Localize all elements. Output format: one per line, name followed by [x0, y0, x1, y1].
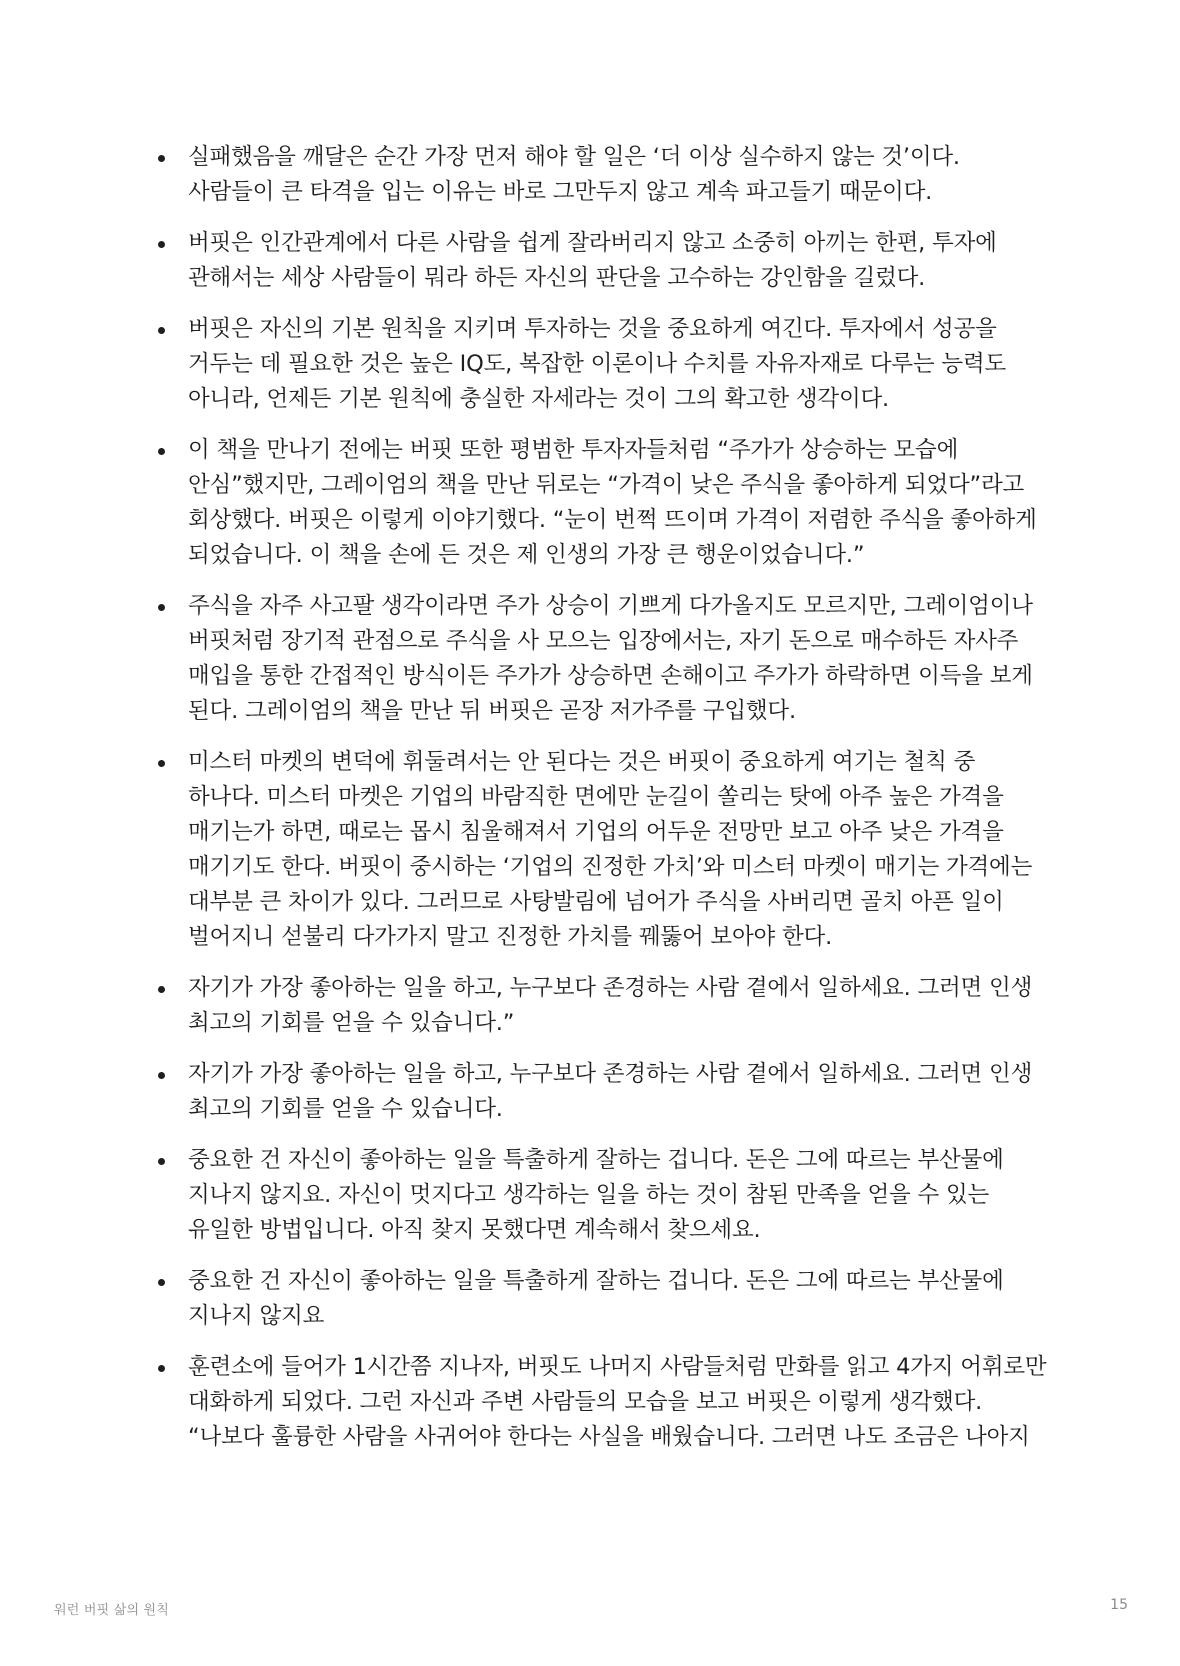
list-item	[158, 971, 1048, 1041]
bullet-icon	[158, 448, 165, 455]
list-item-text: 버핏은 자신의 기본 원칙을 지키며 투자하는 것을 중요하게 여긴다. 투자에서 성공을 거두는 데 필요한 것은 높은 IQ도, 복잡한 이론이나 수치를 자유자재로 다루는 능력도 아니라, 언제든 기본 원칙에 충실한 자세라는 것이 그의 확고한 생각이다.	[188, 316, 1007, 412]
bullet-icon	[158, 327, 165, 334]
list-item-text: 자기가 가장 좋아하는 일을 하고, 누구보다 존경하는 사람 곁에서 일하세요. 그러면 인생 최고의 기회를 얻을 수 있습니다.”	[188, 975, 1033, 1036]
bullet-icon	[158, 604, 165, 611]
list-item	[158, 1264, 1048, 1334]
list-item-text: 버핏은 인간관계에서 다른 사람을 쉽게 잘라버리지 않고 소중히 아끼는 한편, 투자에 관해서는 세상 사람들이 뭐라 하든 자신의 판단을 고수하는 강인함을 길렀다.	[188, 230, 997, 291]
list-item-text: 미스터 마켓의 변덕에 휘둘려서는 안 된다는 것은 버핏이 중요하게 여기는 철칙 중 하나다. 미스터 마켓은 기업의 바람직한 면에만 눈길이 쏠리는 탓에 아주 높은 가격을 매기는가 하면, 때로는 몹시 침울해져서 기업의 어두운 전망만 보고 아주 낮은 가격을 매기기도 한다. 버핏이 중시하는 ‘기업의 진정한 가치’와 미스터 마켓이 매기는 가격에는 대부분 큰 차이가 있다. 그러므로 사탕발림에 넘어가 주식을 사버리면 골치 아픈 일이 벌어지니 섣불리 다가가지 말고 진정한 가치를 꿰뚫어 보아야 한다.	[188, 749, 1033, 950]
list-item-text: 중요한 건 자신이 좋아하는 일을 특출하게 잘하는 겁니다. 돈은 그에 따르는 부산물에 지나지 않지요. 자신이 멋지다고 생각하는 일을 하는 것이 참된 만족을 얻을 수 있는 유일한 방법입니다. 아직 찾지 못했다면 계속해서 찾으세요.	[188, 1147, 1004, 1243]
list-item	[158, 745, 1048, 955]
list-item-text: 이 책을 만나기 전에는 버핏 또한 평범한 투자자들처럼 “주가가 상승하는 모습에 안심”했지만, 그레이엄의 책을 만난 뒤로는 “가격이 낮은 주식을 좋아하게 되었다”라고 회상했다. 버핏은 이렇게 이야기했다. “눈이 번쩍 뜨이며 가격이 저렴한 주식을 좋아하게 되었습니다. 이 책을 손에 든 것은 제 인생의 가장 큰 행운이었습니다.”	[188, 437, 1037, 568]
footer-book-title: 워런 버핏 삶의 원칙	[54, 1603, 170, 1618]
list-item	[158, 140, 1048, 210]
bullet-icon	[158, 1365, 165, 1372]
bullet-icon	[158, 1279, 165, 1286]
list-item	[158, 433, 1048, 573]
list-item	[158, 1350, 1048, 1455]
bullet-icon	[158, 155, 165, 162]
bullet-icon	[158, 1072, 165, 1079]
bullet-list	[158, 140, 1048, 1471]
list-item-text: 중요한 건 자신이 좋아하는 일을 특출하게 잘하는 겁니다. 돈은 그에 따르는 부산물에 지나지 않지요	[188, 1268, 1004, 1329]
list-item-text: 자기가 가장 좋아하는 일을 하고, 누구보다 존경하는 사람 곁에서 일하세요. 그러면 인생 최고의 기회를 얻을 수 있습니다.	[188, 1061, 1033, 1122]
list-item	[158, 589, 1048, 729]
bullet-icon	[158, 986, 165, 993]
list-item-text: 실패했음을 깨달은 순간 가장 먼저 해야 할 일은 ‘더 이상 실수하지 않는 것’이다. 사람들이 큰 타격을 입는 이유는 바로 그만두지 않고 계속 파고들기 때문이다.	[188, 144, 960, 205]
bullet-icon	[158, 241, 165, 248]
list-item	[158, 226, 1048, 296]
list-item-text: 훈련소에 들어가 1시간쯤 지나자, 버핏도 나머지 사람들처럼 만화를 읽고 4가지 어휘로만 대화하게 되었다. 그런 자신과 주변 사람들의 모습을 보고 버핏은 이렇게 생각했다. “나보다 훌륭한 사람을 사귀어야 한다는 사실을 배웠습니다. 그러면 나도 조금은 나아지	[188, 1354, 1047, 1450]
bullet-icon	[158, 1158, 165, 1165]
list-item	[158, 1143, 1048, 1248]
list-item	[158, 1057, 1048, 1127]
list-item-text: 주식을 자주 사고팔 생각이라면 주가 상승이 기쁘게 다가올지도 모르지만, 그레이엄이나 버핏처럼 장기적 관점으로 주식을 사 모으는 입장에서는, 자기 돈으로 매수하든 자사주 매입을 통한 간접적인 방식이든 주가가 상승하면 손해이고 주가가 하락하면 이득을 보게 된다. 그레이엄의 책을 만난 뒤 버핏은 곧장 저가주를 구입했다.	[188, 593, 1033, 724]
bullet-icon	[158, 760, 165, 767]
footer-page-number: 15	[1110, 1597, 1128, 1613]
list-item	[158, 312, 1048, 417]
